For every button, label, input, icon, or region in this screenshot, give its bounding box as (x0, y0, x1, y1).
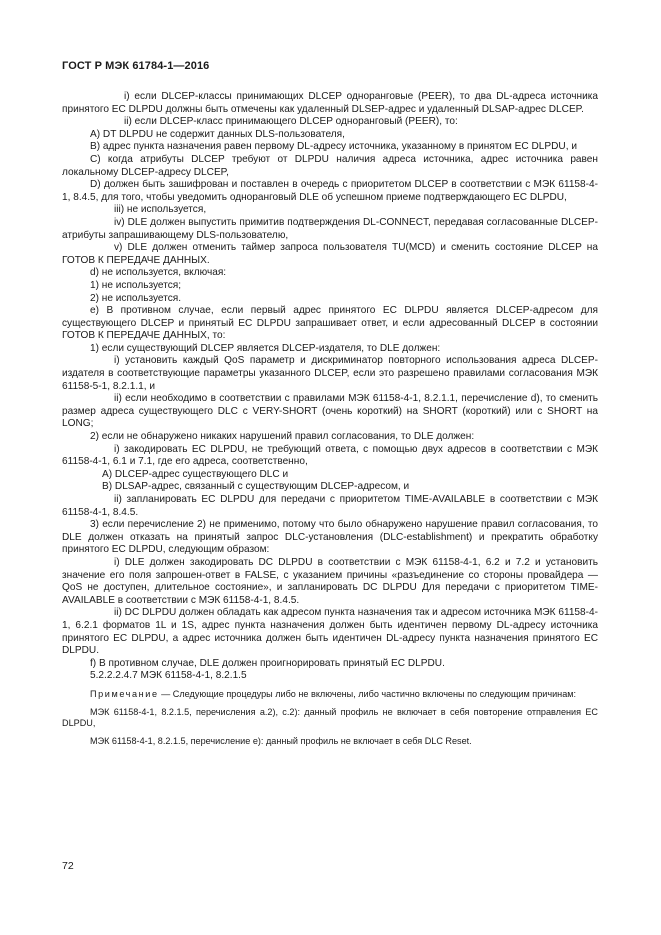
page-number: 72 (62, 860, 74, 872)
paragraph: B) адрес пункта назначения равен первому DL-адресу источника, указанному в принятом EC DLPDU, и (90, 141, 577, 153)
paragraph: D) должен быть зашифрован и поставлен в очередь с приоритетом DLCEP в соответствии с МЭК 61158-4-1, 8.4.5, для того, чтобы уведомить одноранговый DLE об успешном приеме подтверждающего EC DLPDU, (62, 179, 598, 203)
paragraph: i) закодировать EC DLPDU, не требующий ответа, с помощью двух адресов в соответствии с МЭК 61158-4-1, 6.1 и 7.1, где его адреса, соответственно, (62, 443, 598, 468)
note-item: МЭК 61158-4-1, 8.2.1.5, перечисление e): данный профиль не включает в себя DLC Reset. (90, 735, 472, 746)
paragraph: i) установить каждый QoS параметр и дискриминатор повторного использования адреса DLCEP-издателя в соответствующие параметры указанного DLCEP, если это разрешено правилами согласования МЭК 61158-5-1, 8.2.1.1, и (62, 355, 598, 392)
note-label: Примечание (90, 688, 159, 699)
paragraph: 1) не используется; (90, 279, 182, 291)
paragraph: iv) DLE должен выпустить примитив подтверждения DL-CONNECT, передавая согласованные DLCEP-атрибуты запрашивающему DLS-пользователю, (62, 216, 598, 241)
paragraph: d) не используется, включая: (90, 267, 227, 279)
paragraph: C) когда атрибуты DLCEP требуют от DLPDU наличия адреса источника, адрес источника равен локальному DLCEP-адресу DLCEP, (62, 153, 598, 178)
paragraph: i) если DLCEP-классы принимающих DLCEP одноранговые (PEER), то два DL-адреса источника принятого EC DLPDU должны быть отмечены как удаленный DLSEP-адрес и удаленный DLSAP-адрес DLCEP. (62, 91, 598, 115)
paragraph: B) DLSAP-адрес, связанный с существующим DLCEP-адресом, и (102, 481, 410, 493)
paragraph: 3) если перечисление 2) не применимо, потому что было обнаружено нарушение правил согласования, то DLE должен отказать на принятый запрос DLC-установления (DLC-establishment) и прекратить обработку принятого EC DLPDU, следующим образом: (62, 519, 598, 556)
paragraph: ii) если необходимо в соответствии с правилами МЭК 61158-4-1, 8.2.1.1, перечисление d), то сменить размер адреса существующего DLC с VERY-SHORT (очень короткий) на SHORT (короткий) или с SHORT на LONG; (62, 393, 598, 430)
paragraph: iii) не используется, (114, 204, 207, 216)
paragraph: 2) если не обнаружено никаких нарушений правил согласования, то DLE должен: (90, 431, 475, 443)
paragraph: A) DT DLPDU не содержит данных DLS-пользователя, (90, 128, 345, 140)
paragraph: ii) запланировать EC DLPDU для передачи с приоритетом TIME-AVAILABLE в соответствии с МЭК 61158-4-1, 8.4.5. (62, 494, 598, 518)
note-text: — Следующие процедуры либо не включены, либо частично включены по следующим причинам: (158, 688, 577, 699)
note-intro (62, 689, 598, 701)
document-header: ГОСТ Р МЭК 61784-1—2016 (62, 60, 210, 72)
document-body (62, 91, 598, 747)
paragraph: 1) если существующий DLCEP является DLCEP-издателя, то DLE должен: (90, 342, 441, 354)
note-block (62, 689, 598, 747)
paragraph: 2) не используется. (90, 292, 182, 304)
paragraph: 5.2.2.2.4.7 МЭК 61158-4-1, 8.2.1.5 (90, 670, 247, 682)
paragraph: v) DLE должен отменить таймер запроса пользователя TU(MCD) и сменить состояние DLCEP на ГОТОВ К ПЕРЕДАЧЕ ДАННЫХ. (62, 242, 598, 266)
paragraph: i) DLE должен закодировать DC DLPDU в соответствии с МЭК 61158-4-1, 6.2 и 7.2 и установить значение его поля запрошен-ответ в FALSE, с указанием причины «разъединение со стороны провайдера — QoS не доступен, длительное состояние», и запланировать DC DLPDU Для передачи с приоритетом TIME-AVAILABLE в соответствии с МЭК 61158-4-1, 8.4.5. (62, 556, 598, 606)
paragraph: f) В противном случае, DLE должен проигнорировать принятый EC DLPDU. (90, 657, 445, 669)
paragraph: ii) DC DLPDU должен обладать как адресом пункта назначения так и адресом источника МЭК 61158-4-1, 6.2.1 форматов 1L и 1S, адрес пункта назначения должен быть идентичен первому DL-адресу источника принятого EC DLPDU, а адрес источника должен быть идентичен DL-адресу пункта назначения принятого EC DLPDU. (62, 607, 598, 657)
paragraph: A) DLCEP-адрес существующего DLC и (102, 468, 289, 480)
paragraph: ii) если DLCEP-класс принимающего DLCEP одноранговый (PEER), то: (124, 116, 458, 128)
note-item: МЭК 61158-4-1, 8.2.1.5, перечисления а.2), с.2): данный профиль не включает в себя повторение отправления EC DLPDU, (62, 706, 598, 729)
paragraph: e) В противном случае, если первый адрес принятого EC DLPDU является DLCEP-адресом для существующего DLCEP и принятый EC DLPDU запрашивает ответ, и если адресованный DLCEP в состоянии ГОТОВ К ПЕРЕДАЧЕ ДАННЫХ, то: (62, 305, 598, 342)
